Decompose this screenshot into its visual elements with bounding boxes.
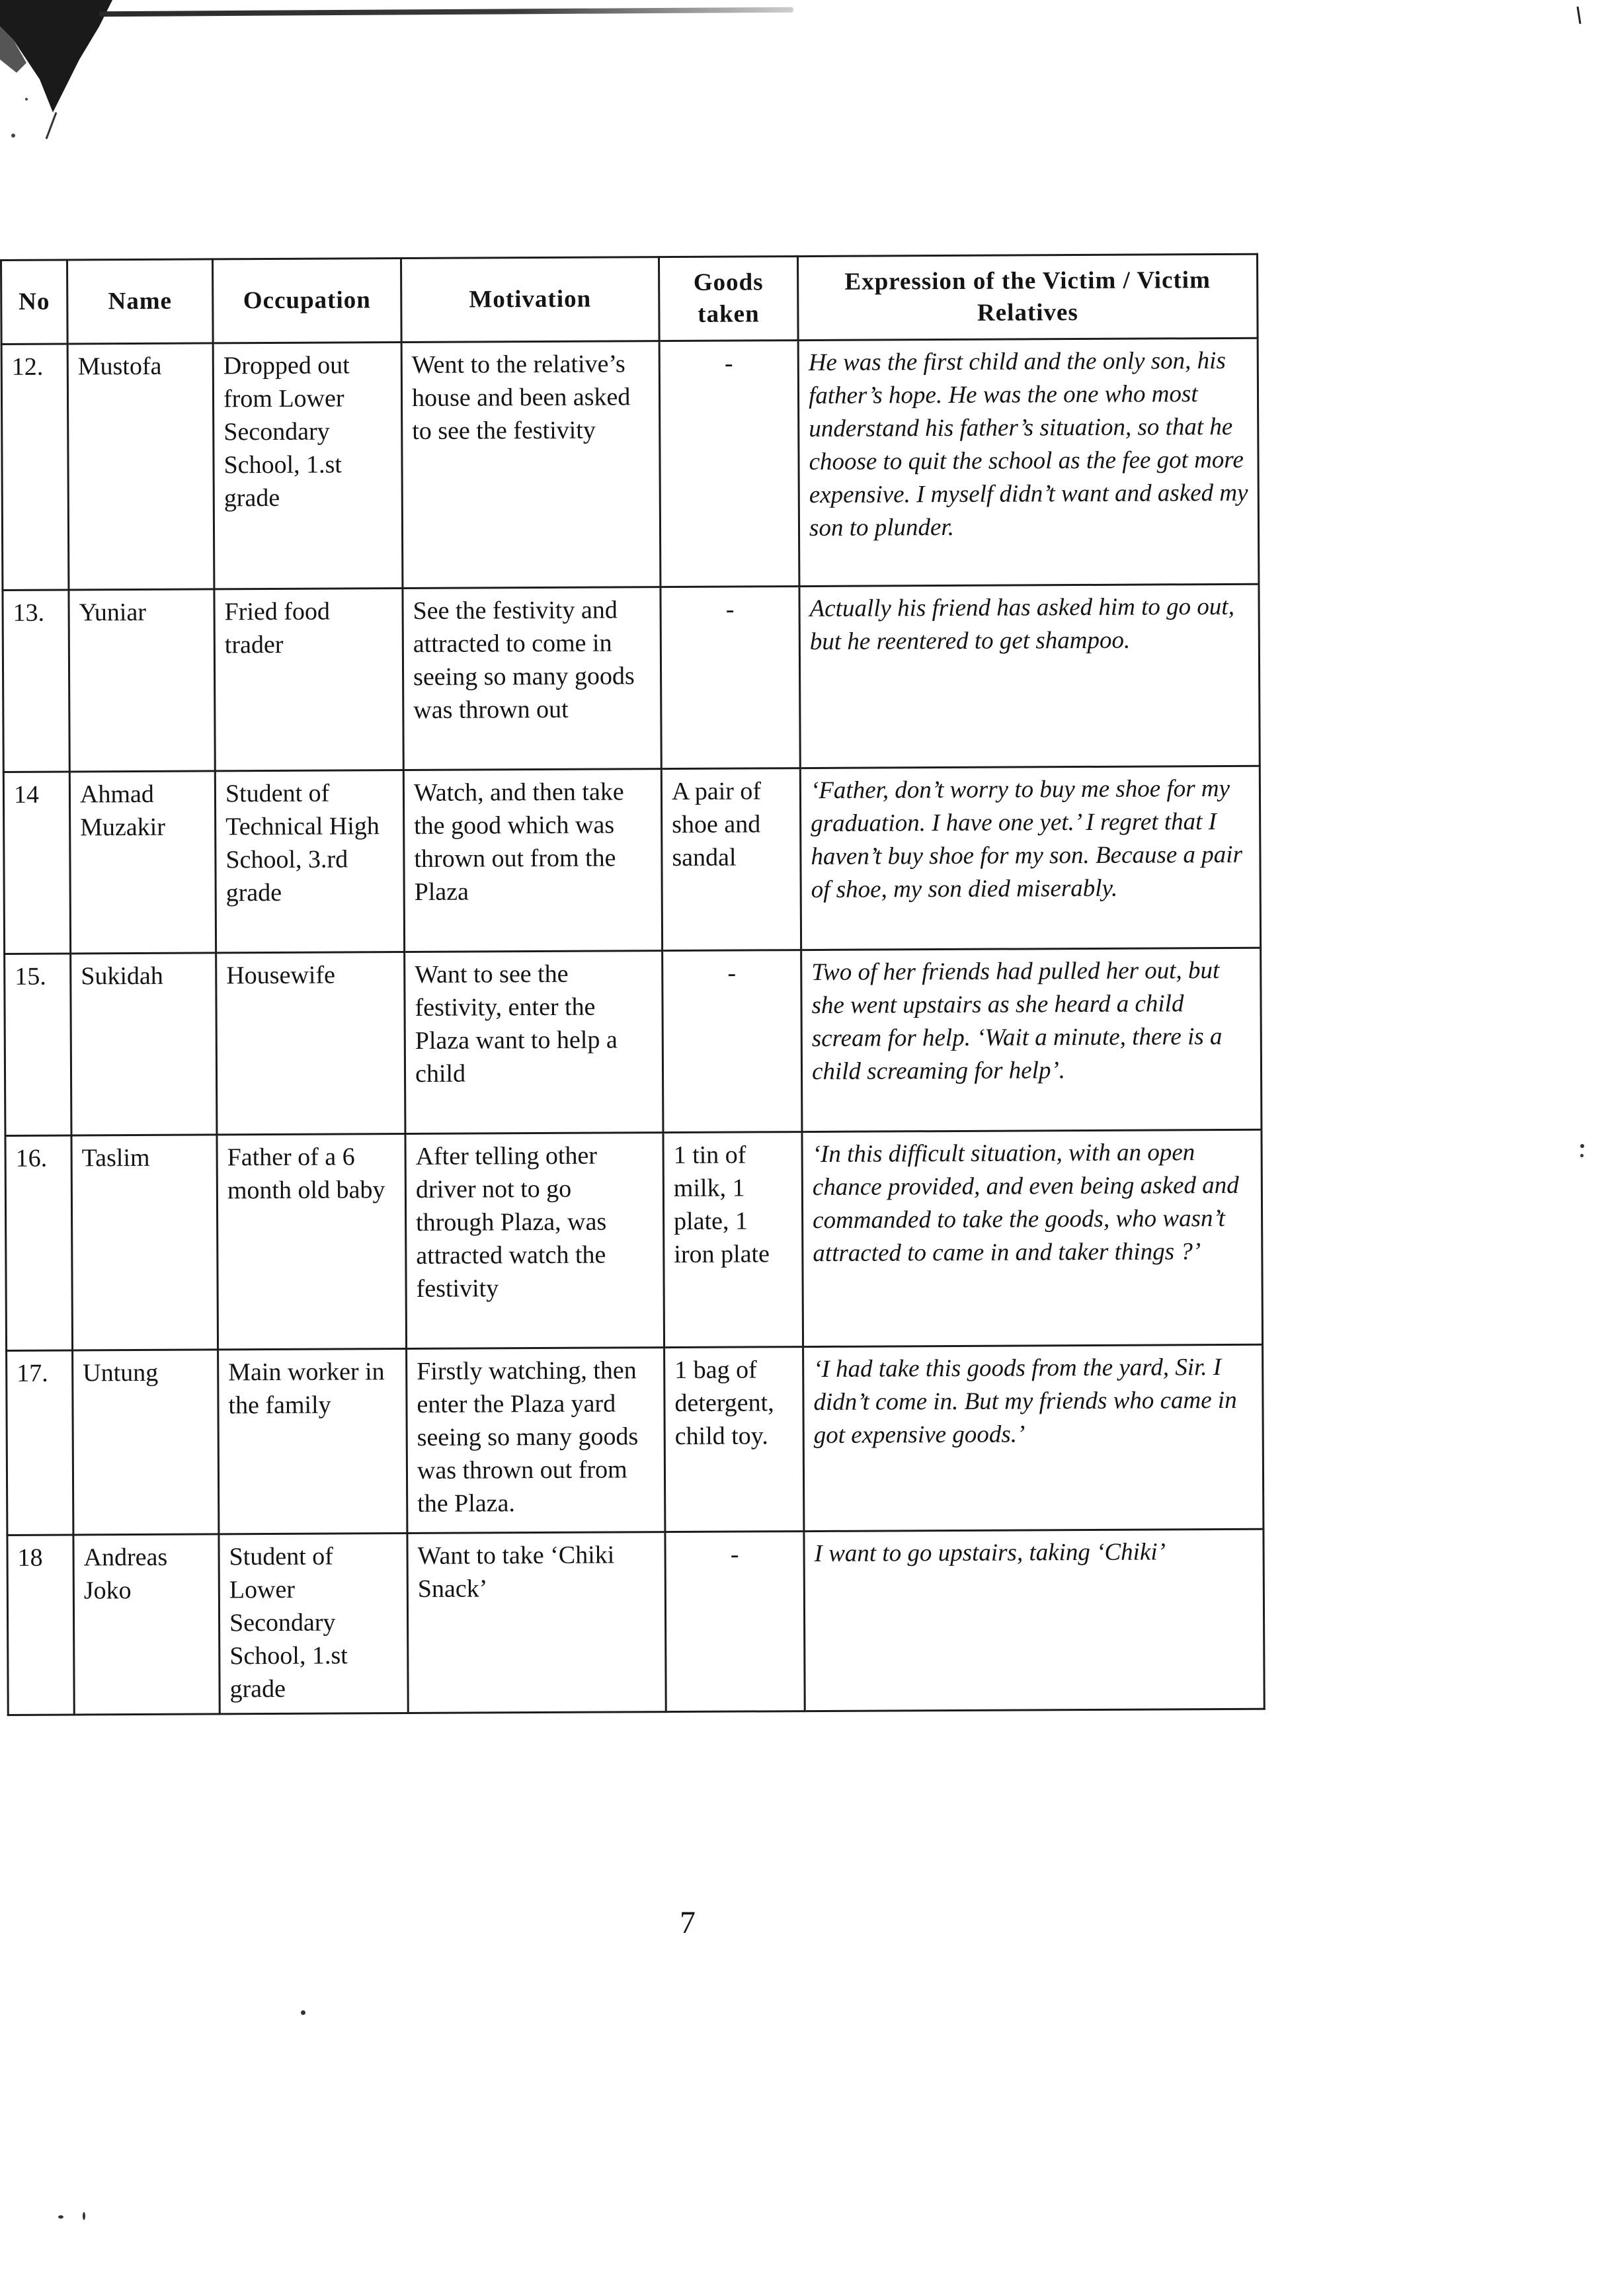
cell-goods: - bbox=[665, 1532, 805, 1712]
cell-name: Taslim bbox=[71, 1135, 218, 1350]
table-row bbox=[1, 338, 1259, 590]
cell-no: 18 bbox=[7, 1535, 74, 1715]
table-row bbox=[7, 1529, 1264, 1715]
cell-occupation: Student of Lower Secondary School, 1.st grade bbox=[219, 1534, 408, 1714]
table-header-row bbox=[1, 254, 1258, 344]
cell-goods: 1 tin of milk, 1 plate, 1 iron plate bbox=[663, 1132, 803, 1348]
table-row bbox=[7, 1344, 1264, 1535]
cell-name: Andreas Joko bbox=[73, 1534, 220, 1715]
scan-speck bbox=[1580, 1154, 1584, 1157]
scan-speck bbox=[1580, 1144, 1584, 1148]
cell-motivation: See the festivity and attracted to come in seeing so many goods was thrown out bbox=[403, 587, 661, 770]
cell-motivation: Watch, and then take the good which was thrown out from the Plaza bbox=[403, 769, 662, 952]
cell-name: Ahmad Muzakir bbox=[69, 771, 216, 954]
cell-no: 12. bbox=[1, 344, 69, 590]
cell-goods: - bbox=[661, 587, 800, 769]
scan-edge-mark bbox=[1576, 7, 1582, 26]
cell-goods: - bbox=[659, 341, 799, 587]
header-no: No bbox=[1, 260, 68, 344]
cell-occupation: Fried food trader bbox=[214, 589, 403, 771]
scan-top-edge bbox=[99, 7, 793, 17]
cell-expression: He was the first child and the only son, his father’s hope. He was the one who most understand his father’s situation, so that he choose to quit the school as the fee got more expensive. I myself didn’t want and asked my son to plunder. bbox=[798, 338, 1259, 586]
table-row bbox=[5, 1129, 1263, 1350]
cell-occupation: Father of a 6 month old baby bbox=[217, 1134, 407, 1350]
cell-no: 14 bbox=[3, 772, 70, 954]
header-occupation: Occupation bbox=[213, 259, 402, 343]
scan-speck bbox=[83, 2212, 85, 2220]
page-number: 7 bbox=[680, 1905, 696, 1940]
header-expression: Expression of the Victim / Victim Relatives bbox=[797, 254, 1258, 340]
cell-name: Sukidah bbox=[71, 953, 217, 1135]
cell-motivation: Want to take ‘Chiki Snack’ bbox=[407, 1532, 666, 1713]
cell-motivation: After telling other driver not to go through Plaza, was attracted watch the festivity bbox=[405, 1133, 664, 1349]
cell-no: 13. bbox=[3, 590, 69, 772]
cell-motivation: Want to see the festivity, enter the Plaza want to help a child bbox=[405, 951, 663, 1134]
cell-no: 16. bbox=[5, 1135, 73, 1350]
cell-occupation: Housewife bbox=[216, 952, 405, 1135]
cell-no: 15. bbox=[5, 954, 71, 1135]
cell-motivation: Firstly watching, then enter the Plaza yard seeing so many goods was thrown out from the Plaza. bbox=[407, 1348, 665, 1534]
cell-motivation: Went to the relative’s house and been asked to see the festivity bbox=[401, 341, 661, 589]
cell-name: Untung bbox=[73, 1350, 219, 1535]
header-name: Name bbox=[67, 259, 214, 344]
cell-expression: I want to go upstairs, taking ‘Chiki’ bbox=[804, 1529, 1264, 1711]
header-goods-taken: Goods taken bbox=[659, 257, 798, 341]
scan-speck bbox=[58, 2215, 63, 2219]
table-row bbox=[3, 766, 1260, 954]
cell-expression: Actually his friend has asked him to go out, but he reentered to get shampoo. bbox=[799, 584, 1260, 768]
table-row bbox=[3, 584, 1260, 772]
cell-expression: ‘I had take this goods from the yard, Sir. I didn’t come in. But my friends who came in got expensive goods.’ bbox=[803, 1344, 1264, 1531]
cell-name: Mustofa bbox=[67, 343, 214, 590]
cell-no: 17. bbox=[7, 1350, 73, 1535]
victims-table-container bbox=[0, 253, 1264, 1716]
cell-expression: Two of her friends had pulled her out, but she went upstairs as she heard a child scream for help. ‘Wait a minute, there is a child screaming for help’. bbox=[801, 948, 1262, 1131]
cell-occupation: Student of Technical High School, 3.rd grade bbox=[215, 770, 404, 953]
cell-expression: ‘In this difficult situation, with an open chance provided, and even being asked and commanded to take the goods, who wasn’t attracted to came in and taker things ?’ bbox=[802, 1129, 1263, 1346]
cell-name: Yuniar bbox=[69, 589, 215, 772]
table-row bbox=[5, 948, 1262, 1135]
cell-occupation: Dropped out from Lower Secondary School, 1.st grade bbox=[213, 343, 403, 589]
cell-occupation: Main worker in the family bbox=[218, 1349, 407, 1534]
victims-table bbox=[0, 253, 1266, 1716]
cell-goods: - bbox=[663, 950, 802, 1133]
cell-goods: 1 bag of detergent, child toy. bbox=[664, 1347, 804, 1532]
cell-goods: A pair of shoe and sandal bbox=[661, 768, 801, 951]
scan-speck bbox=[301, 2010, 305, 2015]
scan-corner-artifact bbox=[0, 0, 132, 145]
cell-expression: ‘Father, don’t worry to buy me shoe for my graduation. I have one yet.’ I regret that I haven’t buy shoe for my son. Because a pair of shoe, my son died miserably. bbox=[800, 766, 1260, 950]
header-motivation: Motivation bbox=[401, 257, 660, 343]
